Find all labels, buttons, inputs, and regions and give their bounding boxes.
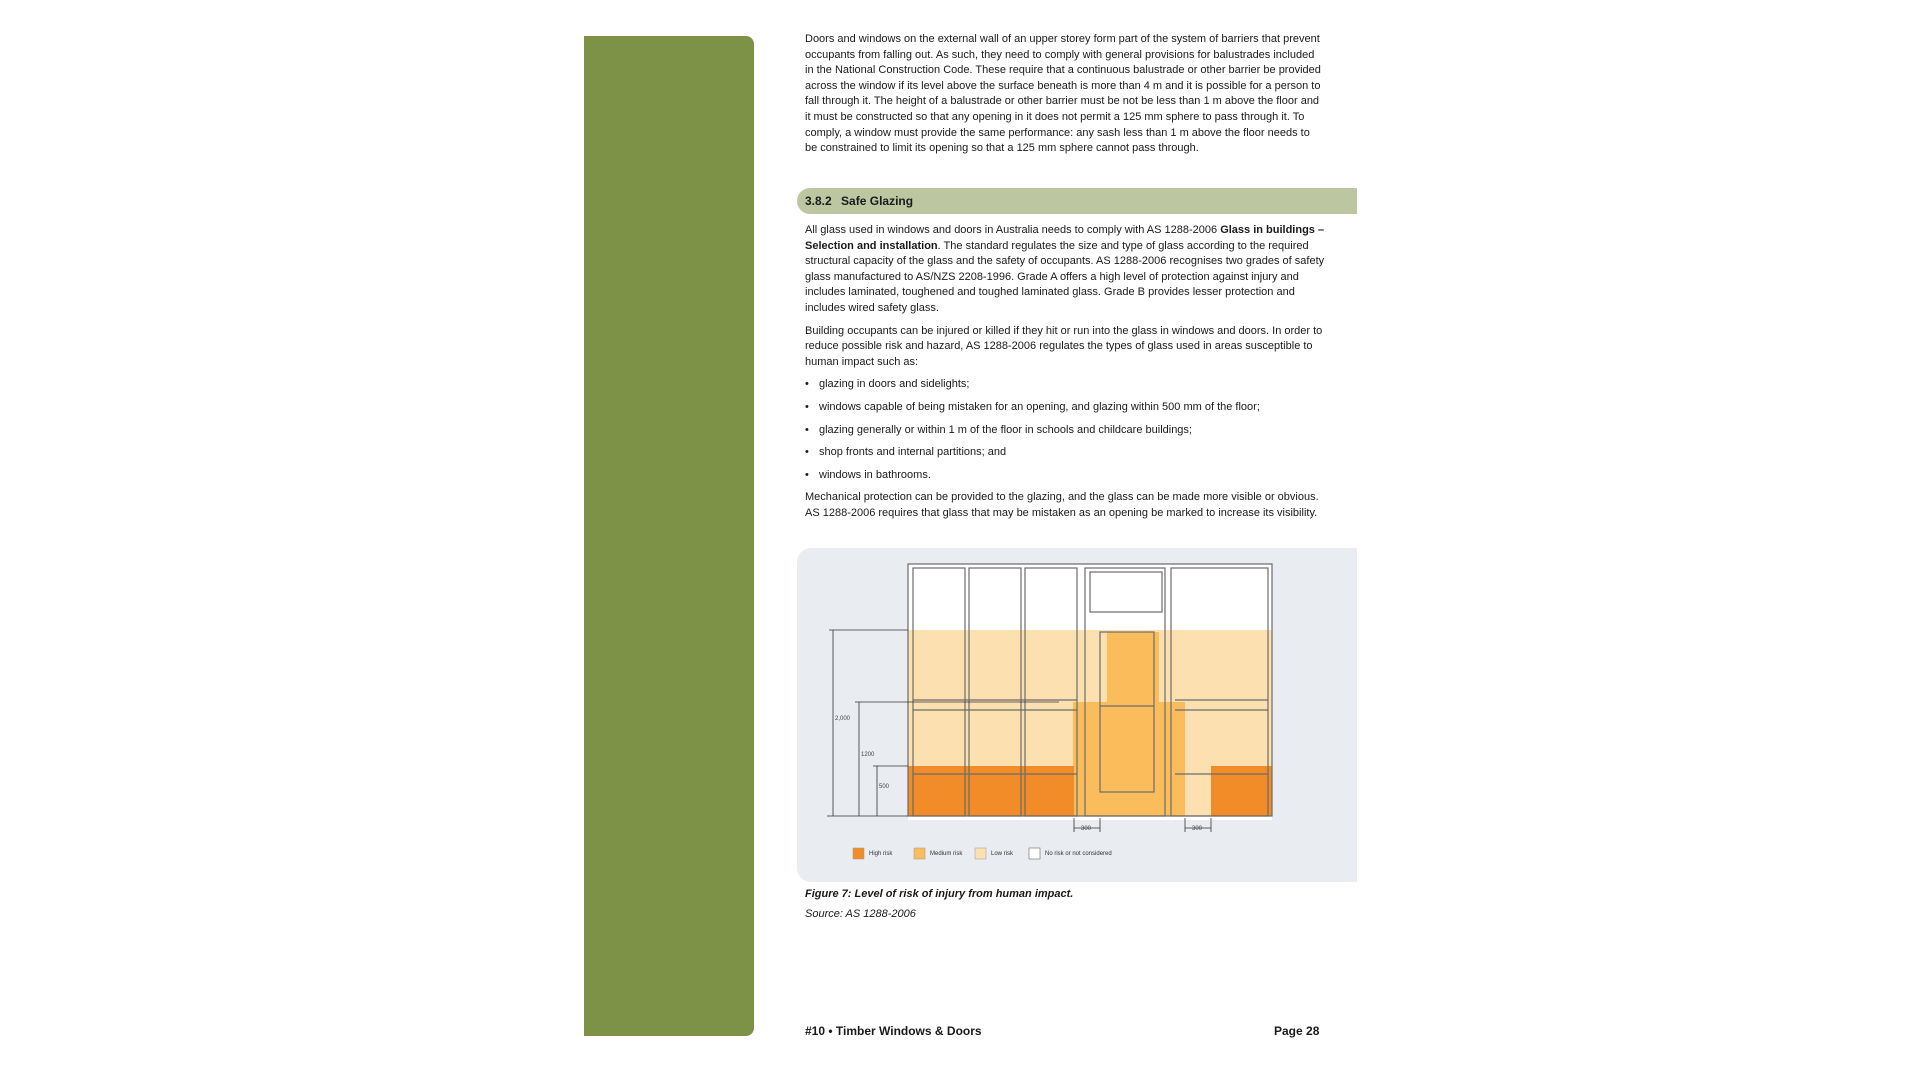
paragraph-2: Building occupants can be injured or killed if they hit or run into the glass in windows and doors. In order to reduce possible risk and hazard, AS 1288-2006 regulates the types of glass used in areas susceptible to human impact such as: [805,324,1323,368]
list-item-text: glazing in doors and sidelights; [819,378,970,391]
bullet-dot: • [805,400,809,413]
bullet-dot: • [805,446,809,459]
legend-label-medium: Medium risk [930,851,963,857]
legend-swatch-low [975,848,986,859]
dim-label-300b: 300 [1192,826,1203,832]
dim-label-1200: 1200 [861,752,875,758]
list-item [805,423,1327,439]
green-sidebar [584,36,754,1036]
section-heading-bar [797,188,1357,214]
list-item [805,377,1327,393]
list-item [805,445,1327,461]
bullet-dot: • [805,423,809,436]
paragraph-1-text-end: . The standard regulates the size and type of glass according to the required structural capacity of the glass and the safety of occupants. AS 1288-2006 recognises two grades of safety glass manufactured to AS/NZS 2208-1996. Grade A offers a high level of protection against injury and includes laminated, toughened and toughed laminated glass. Grade B provides lesser protection and includes wired safety glass. [805,239,1325,314]
list-item-text: glazing generally or within 1 m of the floor in schools and childcare buildings; [819,423,1192,436]
paragraph-3: Mechanical protection can be provided to the glazing, and the glass can be made more visible or obvious. AS 1288-2006 requires that glass that may be mistaken as an opening be marked to increase its visibility. [805,491,1319,519]
risk-diagram [797,548,1357,882]
figure-source: Source: AS 1288-2006 [805,908,916,920]
medium-risk-door-leaf [1107,632,1159,816]
legend-swatch-medium [914,848,925,859]
section-title: Safe Glazing [841,194,914,208]
bullet-dot: • [805,378,809,391]
standard-title: Glass in buildings – Selection and installation [805,224,1325,252]
legend-label-high: High risk [869,851,893,857]
section-number: 3.8.2 [805,194,832,208]
bullet-list [805,377,1327,483]
figure-panel [797,548,1357,882]
footer-page-number: Page 28 [1274,1024,1320,1038]
legend [853,848,1112,859]
dim-label-300a: 300 [1081,826,1092,832]
list-item [805,400,1327,416]
dim-label-500: 500 [879,784,890,790]
dim-label-2000: 2,000 [835,716,851,722]
bullet-dot: • [805,468,809,481]
legend-swatch-high [853,848,864,859]
legend-label-low: Low risk [991,851,1014,857]
safe-glazing-body [805,223,1327,529]
legend-swatch-none [1029,848,1040,859]
list-item-text: shop fronts and internal partitions; and [819,446,1007,459]
list-item-text: windows capable of being mistaken for an opening, and glazing within 500 mm of the floor; [819,400,1260,413]
paragraph-1 [805,223,1327,317]
figure-caption: Figure 7: Level of risk of injury from human impact. [805,888,1074,900]
footer-document-title: #10 • Timber Windows & Doors [805,1024,982,1038]
legend-label-none: No risk or not considered [1045,851,1112,857]
intro-paragraph: Doors and windows on the external wall of an upper storey form part of the system of barriers that prevent occupants from falling out. As such, they need to comply with general provisions for balustrades included in the National Construction Code. These require that a continuous balustrade or other barrier be provided across the window if its level above the surface beneath is more than 4 m and it is possible for a person to fall through it. The height of a balustrade or other barrier must be not be less than 1 m above the floor and it must be constructed so that any opening in it does not permit a 125 mm sphere to pass through it. To comply, a window must provide the same performance: any sash less than 1 m above the floor needs to be constrained to limit its opening so that a 125 mm sphere cannot pass through. [805,33,1321,155]
list-item [805,468,1327,484]
intro-section [805,32,1325,164]
paragraph-1-text: All glass used in windows and doors in Australia needs to comply with AS 1288-2006 [805,224,1221,236]
list-item-text: windows in bathrooms. [819,468,931,481]
